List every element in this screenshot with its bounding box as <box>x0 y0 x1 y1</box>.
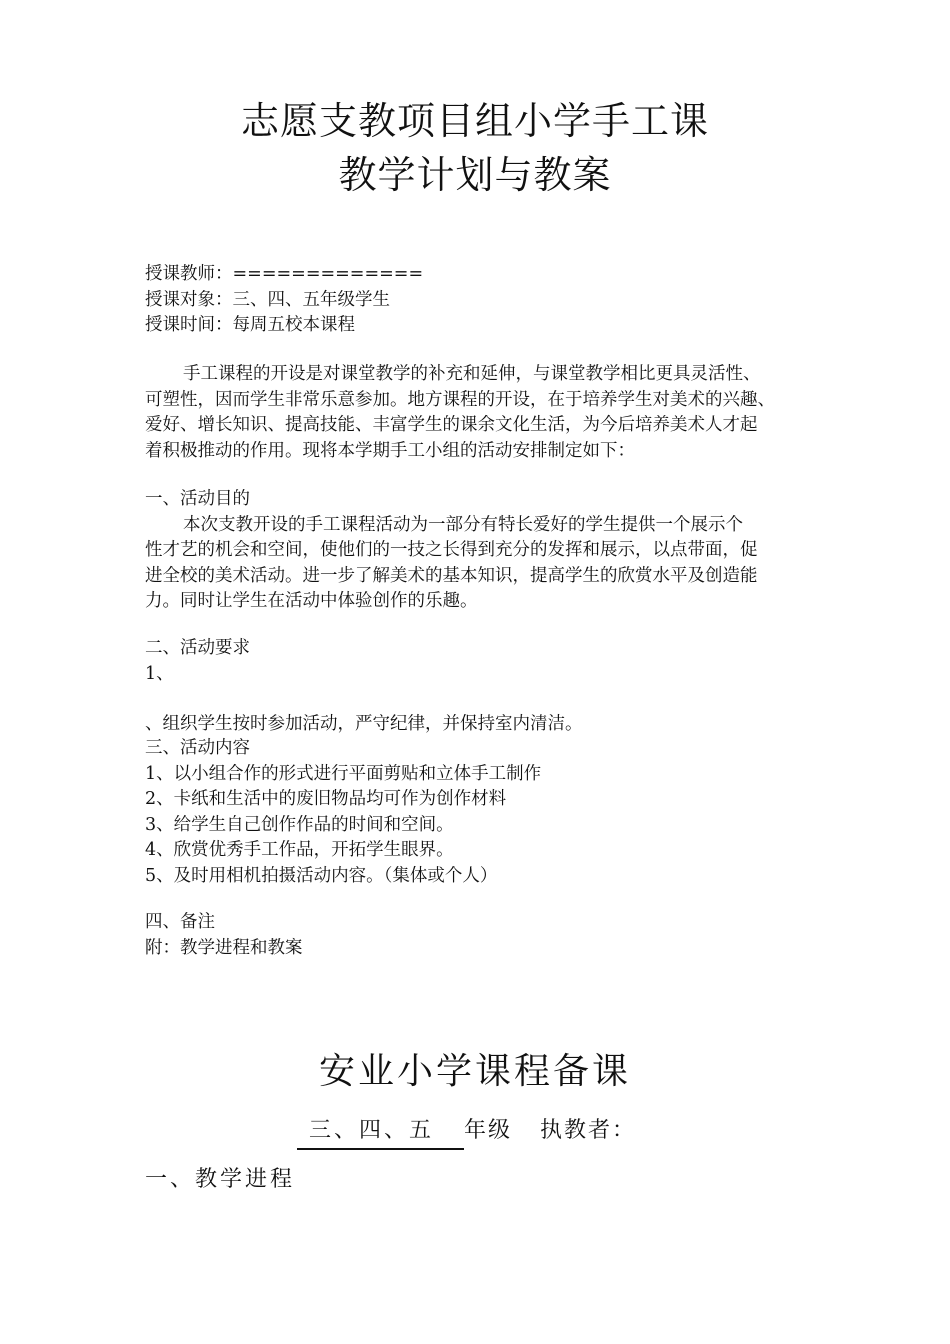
section-heading: 四、备注 <box>145 912 215 932</box>
attachment-note: 附：教学进程和教案 <box>145 937 303 958</box>
content-item: 2、卡纸和生活中的废旧物品均可作为创作材料 <box>145 789 507 809</box>
intro-line: 可塑性，因而学生非常乐意参加。地方课程的开设，在于培养学生对美术的兴趣、 <box>145 389 775 410</box>
content-item: 5、及时用相机拍摄活动内容。（集体或个人） <box>145 865 498 886</box>
purpose-line: 本次支教开设的手工课程活动为一部分有特长爱好的学生提供一个展示个 <box>183 514 743 535</box>
section-purpose <box>145 487 815 615</box>
intro-paragraph <box>145 362 815 464</box>
intro-line: 着积极推动的作用。现将本学期手工小组的活动安排制定如下： <box>145 440 635 461</box>
requirement-number: 1、 <box>145 663 174 684</box>
course-info <box>145 262 815 339</box>
section-heading: 二、活动要求 <box>145 638 250 658</box>
requirement-text: 、组织学生按时参加活动，严守纪律，并保持室内清洁。 <box>145 714 583 734</box>
info-teacher: 授课教师：============= <box>145 264 424 284</box>
section-heading: 一、活动目的 <box>145 489 250 509</box>
grade-label: 年级 <box>464 1118 513 1143</box>
info-audience: 授课对象：三、四、五年级学生 <box>145 289 390 310</box>
teacher-label: 执教者： <box>540 1118 637 1143</box>
teaching-progress-heading: 一、教学进程 <box>145 1167 296 1192</box>
content-item: 3、给学生自己创作作品的时间和空间。 <box>145 814 454 835</box>
section-notes <box>145 910 815 961</box>
section-requirements <box>145 636 815 738</box>
info-time: 授课时间：每周五校本课程 <box>145 315 355 335</box>
document-title-line2: 教学计划与教案 <box>338 153 612 197</box>
grade-values: 三、四、五 <box>297 1116 464 1150</box>
content-item: 4、欣赏优秀手工作品，开拓学生眼界。 <box>145 840 454 860</box>
intro-line: 爱好、增长知识、提高技能、丰富学生的课余文化生活，为今后培养美术人才起 <box>145 415 758 435</box>
content-item: 1、以小组合作的形式进行平面剪贴和立体手工制作 <box>145 763 542 784</box>
section-heading: 三、活动内容 <box>145 738 250 758</box>
purpose-line: 性才艺的机会和空间，使他们的一技之长得到充分的发挥和展示，以点带面，促 <box>145 540 758 560</box>
grade-teacher-line <box>297 1116 636 1150</box>
purpose-line: 进全校的美术活动。进一步了解美术的基本知识，提高学生的欣赏水平及创造能 <box>145 565 758 586</box>
document-title-line1: 志愿支教项目组小学手工课 <box>240 99 709 143</box>
purpose-line: 力。同时让学生在活动中体验创作的乐趣。 <box>145 591 478 611</box>
lesson-title: 安业小学课程备课 <box>318 1051 631 1092</box>
intro-line: 手工课程的开设是对课堂教学的补充和延伸，与课堂教学相比更具灵活性、 <box>183 364 761 384</box>
section-content <box>145 736 815 889</box>
